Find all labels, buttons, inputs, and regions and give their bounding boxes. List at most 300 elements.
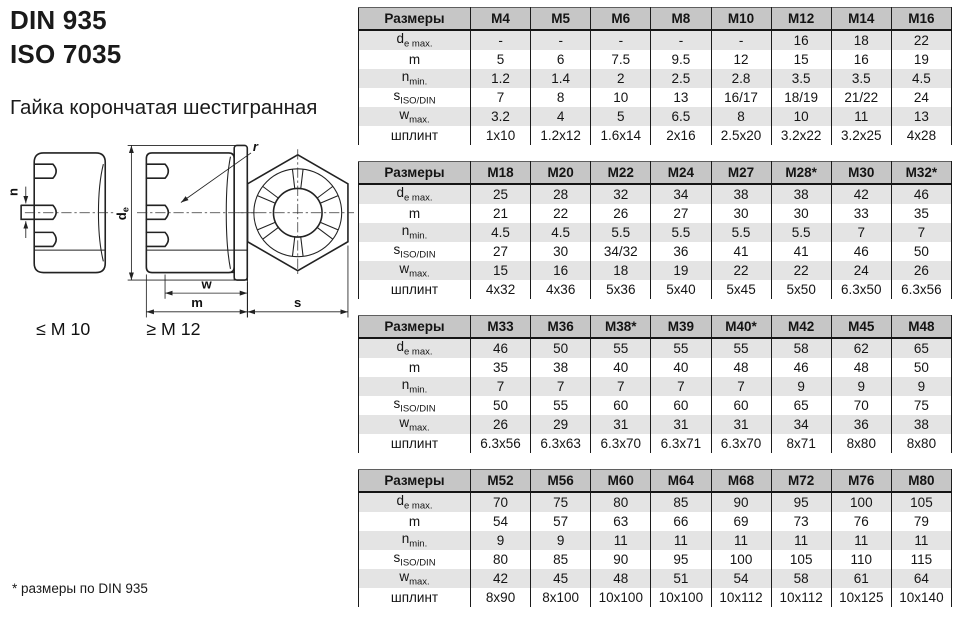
value-cell: 11: [771, 531, 831, 550]
left-column: [10, 4, 355, 120]
header-row: [359, 162, 952, 185]
table-row: [359, 280, 952, 299]
value-cell: 24: [891, 88, 951, 107]
value-cell: 22: [771, 261, 831, 280]
table-row: [359, 550, 952, 569]
value-cell: 41: [771, 242, 831, 261]
table-row: [359, 434, 952, 453]
row-label: [359, 588, 471, 607]
size-column-header: M48: [891, 316, 951, 339]
value-cell: 38: [711, 184, 771, 204]
row-label-main: m: [408, 52, 421, 67]
size-column-header: M8: [651, 8, 711, 31]
row-label-sub: ISO/DIN: [400, 249, 436, 261]
value-cell: 75: [531, 492, 591, 512]
table-row: [359, 415, 952, 434]
dim-label-de: $d_e$: [113, 207, 131, 221]
table-row: [359, 569, 952, 588]
row-label: [359, 30, 471, 50]
value-cell: 79: [891, 512, 951, 531]
row-label: [359, 377, 471, 396]
value-cell: 5: [591, 107, 651, 126]
row-label-main: w: [399, 107, 410, 123]
value-cell: 46: [891, 184, 951, 204]
value-cell: 16: [771, 30, 831, 50]
value-cell: 95: [771, 492, 831, 512]
size-column-header: M32*: [891, 162, 951, 185]
value-cell: 10: [771, 107, 831, 126]
row-label-main: s: [393, 396, 401, 412]
value-cell: 75: [891, 396, 951, 415]
value-cell: 6.3x70: [591, 434, 651, 453]
nut-drawing-svg: [6, 138, 354, 338]
size-column-header: M80: [891, 470, 951, 493]
nut-top-view: [238, 149, 354, 317]
row-label-main: n: [401, 69, 410, 85]
row-label-main: w: [399, 261, 410, 277]
nut-side-view-large: [114, 139, 259, 317]
value-cell: 60: [651, 396, 711, 415]
value-cell: 31: [651, 415, 711, 434]
value-cell: 6.3x50: [831, 280, 891, 299]
value-cell: 10: [591, 88, 651, 107]
table-row: [359, 358, 952, 377]
value-cell: 13: [891, 107, 951, 126]
value-cell: 36: [651, 242, 711, 261]
row-label-sub: min.: [409, 230, 428, 242]
value-cell: 27: [471, 242, 531, 261]
value-cell: 51: [651, 569, 711, 588]
value-cell: 11: [651, 531, 711, 550]
table-row: [359, 338, 952, 358]
value-cell: 30: [771, 204, 831, 223]
value-cell: 5: [471, 50, 531, 69]
row-label-main: s: [393, 242, 401, 258]
row-label-sub: ISO/DIN: [400, 403, 436, 415]
row-label-main: шплинт: [390, 282, 439, 297]
value-cell: 4.5: [891, 69, 951, 88]
size-column-header: M5: [531, 8, 591, 31]
value-cell: 50: [891, 242, 951, 261]
dimensions-table-2: [358, 161, 952, 299]
table-row: [359, 107, 952, 126]
row-label-main: s: [393, 550, 401, 566]
value-cell: 40: [651, 358, 711, 377]
value-cell: -: [591, 30, 651, 50]
value-cell: 11: [711, 531, 771, 550]
value-cell: 5x45: [711, 280, 771, 299]
value-cell: 24: [831, 261, 891, 280]
row-label-sub: max.: [409, 114, 430, 126]
row-label: [359, 550, 471, 569]
size-column-header: M36: [531, 316, 591, 339]
value-cell: 31: [591, 415, 651, 434]
value-cell: 27: [651, 204, 711, 223]
table-row: [359, 184, 952, 204]
value-cell: 16: [831, 50, 891, 69]
value-cell: 55: [651, 338, 711, 358]
table-row: [359, 377, 952, 396]
value-cell: 10x140: [891, 588, 951, 607]
row-label-sub: ISO/DIN: [400, 95, 436, 107]
tables-region: [358, 7, 952, 607]
dim-label-r: r: [252, 139, 258, 155]
value-cell: 3.5: [771, 69, 831, 88]
value-cell: 60: [711, 396, 771, 415]
value-cell: 3.2x25: [831, 126, 891, 145]
size-column-header: M28*: [771, 162, 831, 185]
value-cell: 11: [831, 107, 891, 126]
value-cell: 22: [891, 30, 951, 50]
header-row: [359, 8, 952, 31]
row-label-main: d: [396, 185, 404, 201]
value-cell: 9: [831, 377, 891, 396]
value-cell: 21: [471, 204, 531, 223]
row-label-sub: min.: [409, 538, 428, 550]
value-cell: 48: [711, 358, 771, 377]
size-range-left: ≤ M 10: [36, 319, 91, 338]
value-cell: 1.4: [531, 69, 591, 88]
value-cell: 7: [831, 223, 891, 242]
value-cell: 70: [471, 492, 531, 512]
value-cell: 66: [651, 512, 711, 531]
dimensions-table-1: [358, 7, 952, 145]
row-label: [359, 338, 471, 358]
value-cell: 2.5: [651, 69, 711, 88]
value-cell: 26: [591, 204, 651, 223]
value-cell: 36: [831, 415, 891, 434]
value-cell: 115: [891, 550, 951, 569]
value-cell: 19: [891, 50, 951, 69]
value-cell: 64: [891, 569, 951, 588]
value-cell: 73: [771, 512, 831, 531]
value-cell: 7.5: [591, 50, 651, 69]
dim-label-w: w: [201, 276, 212, 292]
value-cell: 3.5: [831, 69, 891, 88]
value-cell: 22: [711, 261, 771, 280]
value-cell: 15: [471, 261, 531, 280]
value-cell: 18: [831, 30, 891, 50]
row-label-sub: max.: [409, 268, 430, 280]
value-cell: 46: [831, 242, 891, 261]
value-cell: 22: [531, 204, 591, 223]
value-cell: -: [651, 30, 711, 50]
value-cell: 29: [531, 415, 591, 434]
value-cell: 9.5: [651, 50, 711, 69]
row-label-main: n: [401, 377, 410, 393]
value-cell: 61: [831, 569, 891, 588]
value-cell: 95: [651, 550, 711, 569]
value-cell: -: [531, 30, 591, 50]
dimensions-table-3: [358, 315, 952, 453]
value-cell: -: [471, 30, 531, 50]
value-cell: 4.5: [531, 223, 591, 242]
size-column-header: M68: [711, 470, 771, 493]
value-cell: 5x36: [591, 280, 651, 299]
row-label-main: n: [401, 531, 410, 547]
dim-label-m: m: [191, 295, 203, 311]
size-column-header: M12: [771, 8, 831, 31]
value-cell: 55: [711, 338, 771, 358]
size-range-right: ≥ M 12: [146, 319, 201, 338]
value-cell: 5.5: [651, 223, 711, 242]
row-label: [359, 415, 471, 434]
header-row: [359, 470, 952, 493]
value-cell: 8x80: [831, 434, 891, 453]
value-cell: 9: [771, 377, 831, 396]
value-cell: 4.5: [471, 223, 531, 242]
row-label: [359, 69, 471, 88]
value-cell: 8x90: [471, 588, 531, 607]
row-label-sub: e max.: [404, 192, 433, 204]
value-cell: 12: [711, 50, 771, 69]
value-cell: 18/19: [771, 88, 831, 107]
value-cell: 100: [711, 550, 771, 569]
size-column-header: M56: [531, 470, 591, 493]
value-cell: 5.5: [771, 223, 831, 242]
value-cell: 34/32: [591, 242, 651, 261]
size-column-header: M24: [651, 162, 711, 185]
row-label: [359, 184, 471, 204]
value-cell: 7: [471, 88, 531, 107]
table-row: [359, 126, 952, 145]
row-label: [359, 280, 471, 299]
row-label-main: шплинт: [390, 590, 439, 605]
size-column-header: M20: [531, 162, 591, 185]
table-row: [359, 69, 952, 88]
value-cell: 110: [831, 550, 891, 569]
size-column-header: M45: [831, 316, 891, 339]
value-cell: 4: [531, 107, 591, 126]
size-column-header: M64: [651, 470, 711, 493]
value-cell: 9: [471, 531, 531, 550]
row-label: [359, 107, 471, 126]
dim-label-n: n: [6, 187, 21, 196]
value-cell: 1.2x12: [531, 126, 591, 145]
value-cell: 38: [531, 358, 591, 377]
value-cell: 58: [771, 338, 831, 358]
value-cell: 4x32: [471, 280, 531, 299]
size-column-header: M60: [591, 470, 651, 493]
value-cell: 16: [531, 261, 591, 280]
value-cell: 50: [471, 396, 531, 415]
value-cell: 11: [591, 531, 651, 550]
value-cell: 2.5x20: [711, 126, 771, 145]
table-row: [359, 30, 952, 50]
row-label: [359, 261, 471, 280]
value-cell: 50: [531, 338, 591, 358]
value-cell: 11: [891, 531, 951, 550]
value-cell: 6: [531, 50, 591, 69]
value-cell: 90: [711, 492, 771, 512]
row-label: [359, 126, 471, 145]
size-column-header: M18: [471, 162, 531, 185]
value-cell: 32: [591, 184, 651, 204]
value-cell: 9: [891, 377, 951, 396]
value-cell: 10x100: [591, 588, 651, 607]
value-cell: 35: [471, 358, 531, 377]
value-cell: -: [711, 30, 771, 50]
value-cell: 5x50: [771, 280, 831, 299]
table-row: [359, 223, 952, 242]
row-label: [359, 50, 471, 69]
table-row: [359, 396, 952, 415]
row-label-main: s: [393, 88, 401, 104]
value-cell: 10x100: [651, 588, 711, 607]
row-label: [359, 204, 471, 223]
value-cell: 42: [831, 184, 891, 204]
corner-header: Размеры: [359, 162, 471, 185]
value-cell: 6.5: [651, 107, 711, 126]
value-cell: 80: [591, 492, 651, 512]
value-cell: 2x16: [651, 126, 711, 145]
header-row: [359, 316, 952, 339]
corner-header: Размеры: [359, 470, 471, 493]
row-label-main: w: [399, 569, 410, 585]
value-cell: 10x112: [771, 588, 831, 607]
row-label: [359, 88, 471, 107]
row-label-sub: e max.: [404, 346, 433, 358]
table-row: [359, 242, 952, 261]
value-cell: 58: [771, 569, 831, 588]
size-column-header: M27: [711, 162, 771, 185]
value-cell: 1.2: [471, 69, 531, 88]
size-column-header: M30: [831, 162, 891, 185]
value-cell: 65: [891, 338, 951, 358]
value-cell: 50: [891, 358, 951, 377]
value-cell: 35: [891, 204, 951, 223]
value-cell: 7: [531, 377, 591, 396]
standard-iso: ISO 7035: [10, 38, 122, 69]
size-column-header: M76: [831, 470, 891, 493]
value-cell: 9: [531, 531, 591, 550]
value-cell: 8x71: [771, 434, 831, 453]
value-cell: 41: [711, 242, 771, 261]
value-cell: 10x112: [711, 588, 771, 607]
value-cell: 57: [531, 512, 591, 531]
value-cell: 1x10: [471, 126, 531, 145]
row-label: [359, 242, 471, 261]
size-column-header: M38*: [591, 316, 651, 339]
row-label: [359, 223, 471, 242]
value-cell: 65: [771, 396, 831, 415]
value-cell: 100: [831, 492, 891, 512]
value-cell: 7: [471, 377, 531, 396]
value-cell: 8: [711, 107, 771, 126]
value-cell: 2: [591, 69, 651, 88]
table-row: [359, 204, 952, 223]
technical-drawing: [6, 138, 354, 343]
value-cell: 2.8: [711, 69, 771, 88]
size-column-header: M72: [771, 470, 831, 493]
value-cell: 63: [591, 512, 651, 531]
dimensions-table-4: [358, 469, 952, 607]
table-row: [359, 261, 952, 280]
size-column-header: M6: [591, 8, 651, 31]
value-cell: 40: [591, 358, 651, 377]
value-cell: 6.3x56: [891, 280, 951, 299]
row-label-main: m: [408, 206, 421, 221]
size-column-header: M14: [831, 8, 891, 31]
value-cell: 5.5: [711, 223, 771, 242]
value-cell: 69: [711, 512, 771, 531]
value-cell: 6.3x56: [471, 434, 531, 453]
size-column-header: M40*: [711, 316, 771, 339]
value-cell: 42: [471, 569, 531, 588]
value-cell: 70: [831, 396, 891, 415]
value-cell: 7: [651, 377, 711, 396]
value-cell: 6.3x70: [711, 434, 771, 453]
value-cell: 31: [711, 415, 771, 434]
value-cell: 30: [531, 242, 591, 261]
row-label-sub: e max.: [404, 38, 433, 50]
value-cell: 26: [471, 415, 531, 434]
value-cell: 46: [771, 358, 831, 377]
value-cell: 4x36: [531, 280, 591, 299]
value-cell: 48: [831, 358, 891, 377]
value-cell: 1.6x14: [591, 126, 651, 145]
value-cell: 60: [591, 396, 651, 415]
row-label-sub: min.: [409, 76, 428, 88]
value-cell: 7: [711, 377, 771, 396]
row-label-main: шплинт: [390, 128, 439, 143]
value-cell: 3.2x22: [771, 126, 831, 145]
row-label: [359, 396, 471, 415]
value-cell: 5.5: [591, 223, 651, 242]
value-cell: 34: [771, 415, 831, 434]
value-cell: 13: [651, 88, 711, 107]
table-row: [359, 492, 952, 512]
value-cell: 80: [471, 550, 531, 569]
value-cell: 3.2: [471, 107, 531, 126]
row-label-main: d: [396, 493, 404, 509]
value-cell: 11: [831, 531, 891, 550]
corner-header: Размеры: [359, 316, 471, 339]
value-cell: 90: [591, 550, 651, 569]
value-cell: 19: [651, 261, 711, 280]
value-cell: 38: [771, 184, 831, 204]
value-cell: 7: [591, 377, 651, 396]
page-title: Гайка корончатая шестигранная: [10, 95, 318, 119]
row-label-main: шплинт: [390, 436, 439, 451]
value-cell: 54: [471, 512, 531, 531]
size-column-header: M33: [471, 316, 531, 339]
value-cell: 18: [591, 261, 651, 280]
value-cell: 30: [711, 204, 771, 223]
standard-din: DIN 935: [10, 5, 107, 35]
value-cell: 85: [531, 550, 591, 569]
size-column-header: M42: [771, 316, 831, 339]
corner-header: Размеры: [359, 8, 471, 31]
row-label: [359, 492, 471, 512]
value-cell: 8x80: [891, 434, 951, 453]
row-label: [359, 569, 471, 588]
table-row: [359, 531, 952, 550]
value-cell: 10x125: [831, 588, 891, 607]
table-row: [359, 512, 952, 531]
value-cell: 16/17: [711, 88, 771, 107]
row-label-main: d: [396, 31, 404, 47]
row-label: [359, 358, 471, 377]
table-row: [359, 588, 952, 607]
size-column-header: M10: [711, 8, 771, 31]
value-cell: 28: [531, 184, 591, 204]
value-cell: 62: [831, 338, 891, 358]
row-label-main: w: [399, 415, 410, 431]
value-cell: 6.3x63: [531, 434, 591, 453]
row-label-sub: max.: [409, 422, 430, 434]
nut-side-view-small: [6, 153, 115, 273]
